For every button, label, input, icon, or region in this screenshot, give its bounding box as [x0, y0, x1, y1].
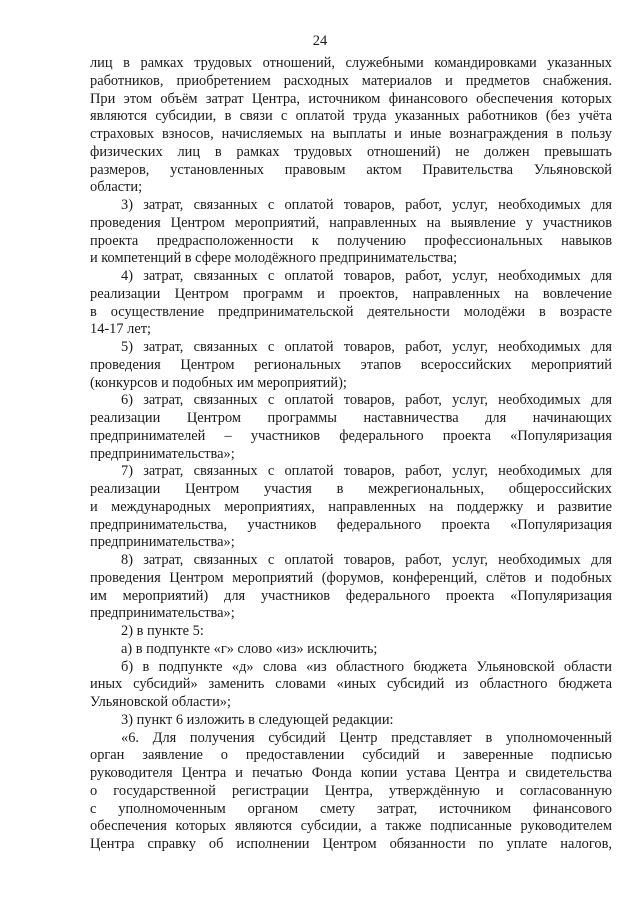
text-line: и международных мероприятиях, направленных на поддержку и развитие	[90, 498, 612, 515]
text-line: 5) затрат, связанных с оплатой товаров, работ, услуг, необходимых для	[121, 339, 612, 355]
text-line: 4) затрат, связанных с оплатой товаров, работ, услуг, необходимых для	[121, 268, 612, 284]
text-line: являются субсидии, в связи с оплатой труда указанных работников (без учёта	[90, 108, 612, 125]
text-line: в осуществление предпринимательской деятельности молодёжи в возрасте	[90, 303, 612, 320]
text-line: 3) пункт 6 изложить в следующей редакции:	[121, 711, 394, 728]
text-line: проведения Центром мероприятий, направленных на выявление у участников	[90, 214, 612, 231]
text-line: руководителя Центра и печатью Фонда копии устава Центра и свидетельства	[90, 765, 612, 781]
text-line: орган заявление о предоставлении субсидий и заверенные подписью	[90, 747, 612, 764]
text-line: размеров, установленных правовым актом Правительства Ульяновской	[90, 161, 612, 178]
text-line: проведения Центром региональных этапов всероссийских мероприятий	[90, 356, 612, 373]
text-line: предпринимательства»;	[90, 605, 235, 622]
text-line: обеспечения которых являются субсидии, а также подписанные руководителем	[90, 818, 612, 835]
text-line: предпринимателей – участников федерального проекта «Популяризация	[90, 427, 612, 444]
text-line: предпринимательства, участников федерального проекта «Популяризация	[90, 516, 612, 533]
text-line: При этом объём затрат Центра, источником финансового обеспечения которых	[90, 90, 612, 107]
text-line: Ульяновской области»;	[90, 694, 231, 710]
text-line: страховых взносов, начисляемых на выплаты и иные вознаграждения в пользу	[90, 126, 612, 142]
text-line: реализации Центром участия в межрегиональных, общероссийских	[90, 481, 612, 497]
text-line: Центра справку об исполнении Центром обязанности по уплате налогов,	[90, 836, 612, 852]
text-line: 14-17 лет;	[90, 321, 152, 338]
text-line: реализации Центром программ и проектов, направленных на вовлечение	[90, 285, 612, 302]
text-line: реализации Центром программы наставничества для начинающих	[90, 410, 612, 426]
text-line: работников, приобретением расходных материалов и предметов снабжения.	[90, 72, 612, 89]
text-line: о государственной регистрации Центра, утверждённую и согласованную	[90, 782, 612, 799]
text-line: иных субсидий» заменить словами «иных субсидий из областного бюджета	[90, 676, 612, 693]
text-line: с уполномоченным органом смету затрат, источником финансового	[90, 800, 612, 817]
document-body	[90, 55, 612, 854]
text-line: проекта предрасположенности к получению профессиональных навыков	[90, 232, 612, 249]
text-line: 8) затрат, связанных с оплатой товаров, работ, услуг, необходимых для	[121, 552, 612, 568]
text-line: б) в подпункте «д» слова «из областного бюджета Ульяновской области	[121, 658, 612, 675]
text-line: 2) в пункте 5:	[121, 623, 204, 639]
text-line: физических лиц в рамках трудовых отношений) не должен превышать	[90, 143, 612, 160]
text-line: (конкурсов и подобных им мероприятий);	[90, 374, 347, 391]
text-line: проведения Центром мероприятий (форумов, конференций, слётов и подобных	[90, 569, 612, 586]
page-number: 24	[312, 33, 328, 49]
text-line: предпринимательства»;	[90, 445, 235, 462]
text-line: 7) затрат, связанных с оплатой товаров, работ, услуг, необходимых для	[121, 463, 612, 480]
text-line: 3) затрат, связанных с оплатой товаров, работ, услуг, необходимых для	[121, 197, 612, 213]
text-line: «6. Для получения субсидий Центр представляет в уполномоченный	[121, 729, 612, 746]
text-line: области;	[90, 179, 143, 196]
text-line: и компетенций в сфере молодёжного предпринимательства;	[90, 250, 458, 267]
text-line: предпринимательства»;	[90, 534, 235, 551]
text-line: лиц в рамках трудовых отношений, служебными командировками указанных	[90, 55, 612, 71]
text-line: а) в подпункте «г» слово «из» исключить;	[121, 640, 378, 657]
text-line: 6) затрат, связанных с оплатой товаров, работ, услуг, необходимых для	[121, 392, 612, 409]
text-line: им мероприятий) для участников федерального проекта «Популяризация	[90, 587, 612, 604]
